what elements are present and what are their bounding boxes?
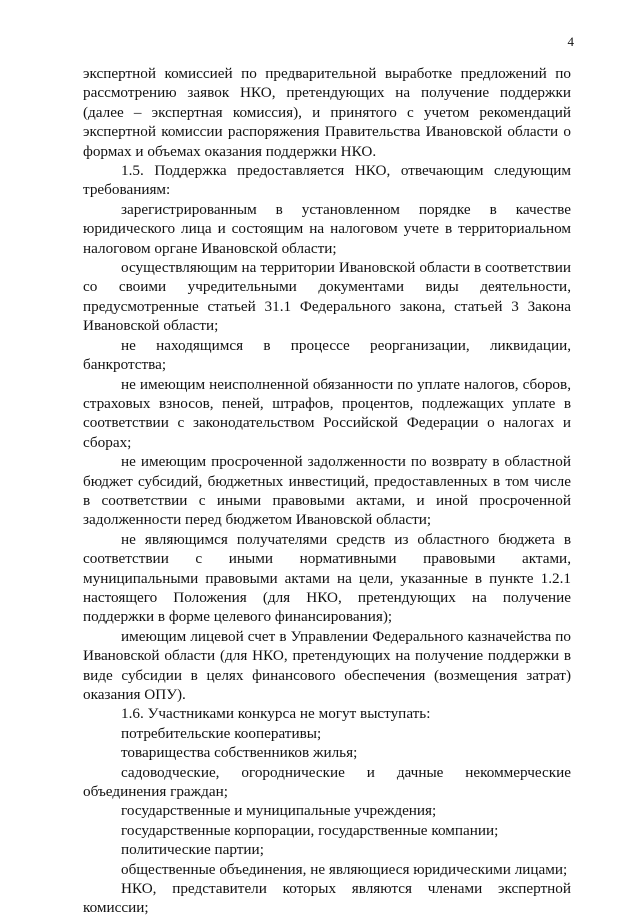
paragraph-10: 1.6. Участниками конкурса не могут выступать:	[121, 705, 431, 723]
paragraph-8: не являющимся получателями средств из областного бюджета в соответствии с иными нормативными правовыми актами, муниципальными правовыми актами на цели, указанные в пункте 1.2.1 настоящего Положения (для НКО, претендующих на получение поддержки в форме целевого финансирования);	[83, 530, 571, 626]
document-body	[83, 64, 571, 918]
paragraph-12: товарищества собственников жилья;	[121, 744, 358, 762]
paragraph-6: не имеющим неисполненной обязанности по уплате налогов, сборов, страховых взносов, пеней, штрафов, процентов, подлежащих уплате в соответствии с законодательством Российской Федерации о налогах и сборах;	[83, 375, 571, 451]
paragraph-3: зарегистрированным в установленном порядке в качестве юридического лица и состоящим на налоговом учете в территориальном налоговом органе Ивановской области;	[83, 200, 571, 257]
paragraph-13: садоводческие, огороднические и дачные некоммерческие объединения граждан;	[83, 763, 571, 801]
paragraph-11: потребительские кооперативы;	[121, 724, 322, 742]
paragraph-4: осуществляющим на территории Ивановской области в соответствии со своими учредительными документами виды деятельности, предусмотренные статьей 31.1 Федерального закона, статьей 3 Закона Ивановской области;	[83, 259, 571, 335]
paragraph-7: не имеющим просроченной задолженности по возврату в областной бюджет субсидий, бюджетных инвестиций, предоставленных в том числе в соответствии с иными правовыми актами, и иной просроченной задолженности перед бюджетом Ивановской области;	[83, 453, 571, 529]
paragraph-18: НКО, представители которых являются членами экспертной комиссии;	[83, 880, 571, 917]
paragraph-14: государственные и муниципальные учреждения;	[121, 802, 437, 820]
paragraph-5: не находящимся в процессе реорганизации, ликвидации, банкротства;	[83, 336, 571, 374]
paragraph-17: общественные объединения, не являющиеся юридическими лицами;	[121, 860, 568, 878]
paragraph-9: имеющим лицевой счет в Управлении Федерального казначейства по Ивановской области (для НКО, претендующих на получение поддержки в виде субсидии в целях финансового обеспечения (возмещения затрат) оказания ОПУ).	[83, 627, 571, 703]
paragraph-16: политические партии;	[121, 841, 264, 859]
paragraph-15: государственные корпорации, государственные компании;	[121, 821, 499, 839]
paragraph-1: экспертной комиссией по предварительной выработке предложений по рассмотрению заявок НКО, претендующих на получение поддержки (далее – экспертная комиссия), и принятого с учетом рекомендаций экспертной комиссии распоряжения Правительства Ивановской области о формах и объемах оказания поддержки НКО.	[83, 65, 571, 160]
paragraph-2: 1.5. Поддержка предоставляется НКО, отвечающим следующим требованиям:	[83, 162, 571, 199]
page-number: 4	[567, 34, 574, 49]
